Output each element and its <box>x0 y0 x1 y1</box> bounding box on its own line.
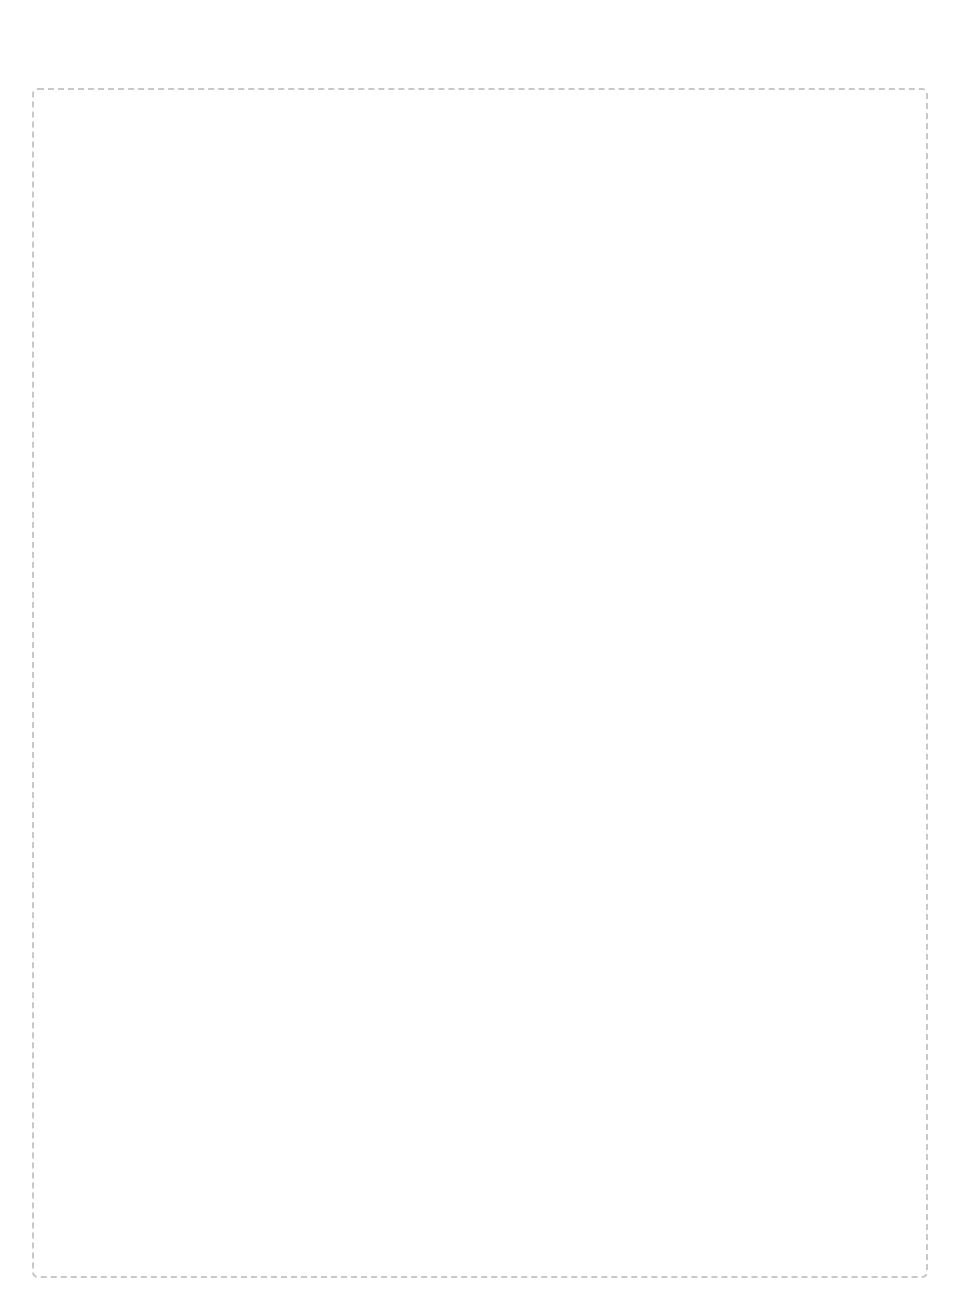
page-title <box>32 24 928 52</box>
content-placeholder <box>32 88 928 1278</box>
content-area <box>0 76 960 1310</box>
page-header <box>0 0 960 76</box>
